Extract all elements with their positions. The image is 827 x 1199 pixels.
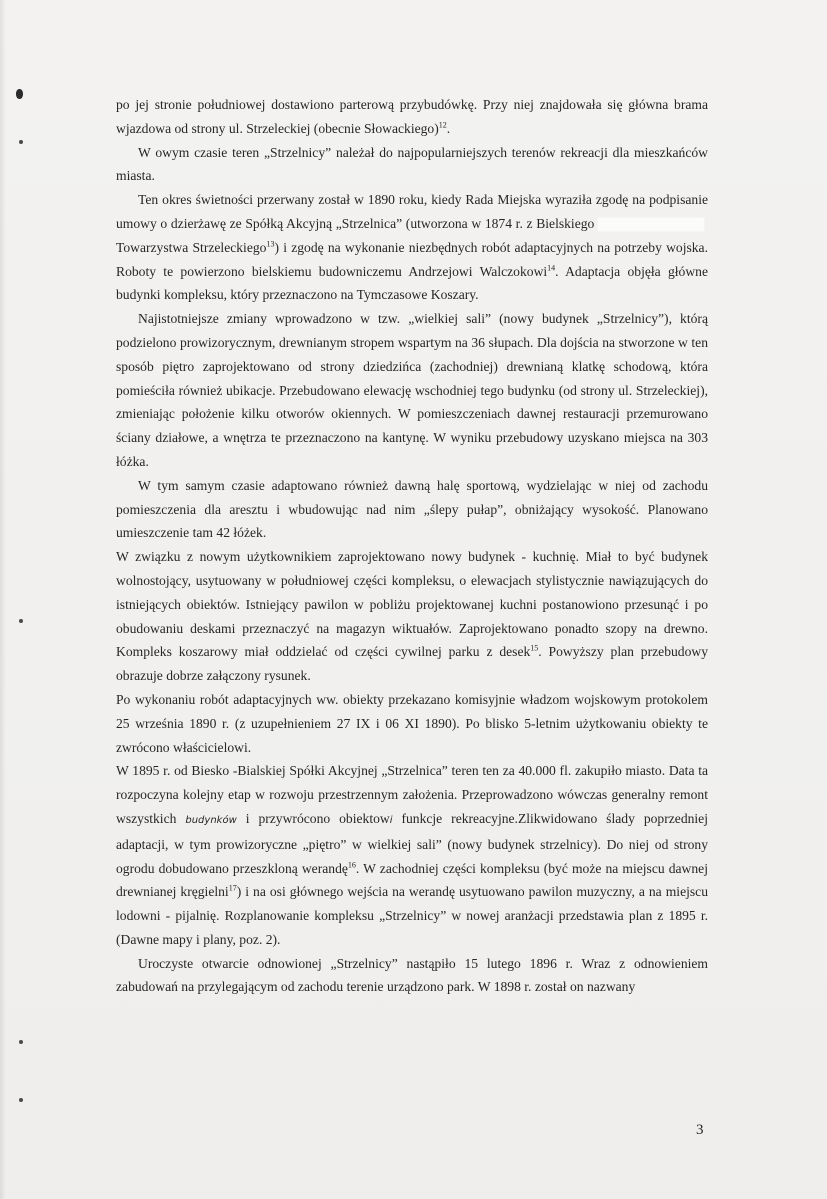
paragraph-4: Najistotniejsze zmiany wprowadzono w tzw. „wielkiej sali” (nowy budynek „Strzelnicy”), którą podzielono prowizorycznym, drewnianym stropem wspartym na 36 słupach. Dla dojścia na stworzone w ten sposób piętro zaprojektowano od strony dziedzińca (zachodniej) drewnianą klatkę schodową, która pomieściła również ubikacje. Przebudowano elewację wschodniej tego budynku (od strony ul. Strzeleckiej), zmieniając położenie kilku otworów okiennych. W pomieszczeniach dawnej restauracji przemurowano ściany działowe, a wnętrza te przeznaczono na kantynę. W wyniku przebudowy uzyskano miejsca na 303 łóżka. <box>116 311 708 469</box>
scan-edge-shadow <box>0 0 6 1199</box>
paragraph-3-part-d: . Adaptacja objęła główne budynki kompleksu, który przeznaczono na Tymczasowe Koszary. <box>116 263 708 303</box>
paragraph-6 <box>116 545 708 688</box>
paragraph-8-part-a: W 1895 r. od Biesko -Bialskiej Spółki Akcyjnej „Strzelnica” teren ten za 40.000 fl. zakupiło miasto. Data ta rozpoczyna kolejny etap w rozwoju przestrzennym założenia. Przeprowadzono wówczas generalny remont wszystkich <box>116 763 708 826</box>
paragraph-2: W owym czasie teren „Strzelnicy” należał do najpopularniejszych terenów rekreacji dla mieszkańców miasta. <box>116 144 708 184</box>
footnote-ref-13: 13 <box>266 239 275 249</box>
paragraph-3-part-c: ) i zgodę na wykonanie niezbędnych robót adaptacyjnych na potrzeby wojska. Roboty te powierzono bielskiemu budowniczemu Andrzejowi Walczokowi <box>116 239 708 279</box>
paragraph-5: W tym samym czasie adaptowano również dawną halę sportową, wydzielając w niej od zachodu pomieszczenia dla aresztu i wbudowując nad nim „ślepy pułap”, obniżający wysokość. Planowano umieszczenie tam 42 łóżek. <box>116 477 708 541</box>
margin-dot <box>19 1040 23 1044</box>
paragraph-8-part-b: i przywrócono obiektow <box>245 810 390 826</box>
correction-fluid-patch <box>598 218 704 231</box>
paragraph-7: Po wykonaniu robót adaptacyjnych ww. obiekty przekazano komisyjnie władzom wojskowym protokolem 25 września 1890 r. (z uzupełnieniem 27 IX i 06 XI 1890). Po blisko 5-letnim użytkowaniu obiekty te zwrócono właścicielowi. <box>116 691 708 755</box>
body-text <box>116 93 708 999</box>
paragraph-1: po jej stronie południowej dostawiono parterową przybudówkę. Przy niej znajdowała się główna brama wjazdowa od strony ul. Strzeleckiej (obecnie Słowackiego)$^{12}$. <box>116 97 708 136</box>
footnote-ref-14: 14 <box>547 263 556 273</box>
page-number: 3 <box>696 1122 704 1138</box>
paragraph-3-part-b: Towarzystwa Strzeleckiego <box>116 239 267 255</box>
paragraph-1-line-1: po jej stronie południowej dostawiono parterową przybudówkę. Przy niej znajdowała się główna brama <box>116 97 708 112</box>
margin-dot <box>19 1098 23 1102</box>
paragraph-8-part-c: funkcje rekreacyjne.Zlikwidowano ślady poprzedniej adaptacji, w tym prowizoryczne „piętro” w wielkiej sali” (nowy budynek strzelnicy). Do niej od strony ogrodu dobudowano przeszkloną werandę <box>116 810 708 876</box>
punch-hole-mark <box>16 89 23 99</box>
margin-dot <box>19 619 23 623</box>
footnote-ref-17: 17 <box>228 883 237 893</box>
paragraph-3 <box>116 188 708 307</box>
margin-dot <box>19 140 23 144</box>
paragraph-8 <box>116 759 708 951</box>
handwritten-insertion: i <box>389 814 393 826</box>
footnote-ref-15: 15 <box>530 643 539 653</box>
paragraph-8-part-e: ) i na osi głównego wejścia na werandę usytuowano pawilon muzyczny, a na miejscu lodowni - pijalnię. Rozplanowanie kompleksu „Strzelnicy” w nowej aranżacji przedstawia plan z 1895 r. (Dawne mapy i plany, poz. 2). <box>116 884 709 947</box>
footnote-ref-12: 12 <box>438 120 447 130</box>
paragraph-1-line-2: wjazdowa od strony ul. Strzeleckiej (obecnie Słowackiego) <box>116 120 439 136</box>
paragraph-9: Uroczyste otwarcie odnowionej „Strzelnicy” nastąpiło 15 lutego 1896 r. Wraz z odnowieniem zabudowań na przylegającym od zachodu terenie urządzono park. W 1898 r. został on nazwany <box>116 955 708 995</box>
paragraph-3-part-a: Ten okres świetności przerwany został w 1890 roku, kiedy Rada Miejska wyraziła zgodę na podpisanie umowy o dzierżawę ze Spółką Akcyjną „Strzelnica” (utworzona w 1874 r. z Bielskiego <box>116 192 708 231</box>
handwritten-insertion: budynków <box>185 814 237 826</box>
footnote-ref-16: 16 <box>347 859 356 869</box>
paragraph-8-part-d: . W zachodniej części kompleksu (być może na miejscu dawnej drewnianej kręgielni <box>116 860 708 900</box>
paragraph-6-part-a: W związku z nowym użytkownikiem zaprojektowano nowy budynek - kuchnię. Miał to być budynek wolnostojący, usytuowany w południowej części kompleksu, o elewacjach stylistycznie nawiązujących do istniejących obiektów. Istniejący pawilon w pobliżu projektowanej kuchni postanowiono przesunąć i po obudowaniu deskami przeznaczyć na magazyn wiktuałów. Zaprojektowano ponadto szopy na drewno. Kompleks koszarowy miał oddzielać od części cywilnej parku z desek <box>116 549 708 660</box>
paragraph-6-part-b: . Powyższy plan przebudowy obrazuje dobrze załączony rysunek. <box>116 644 708 684</box>
